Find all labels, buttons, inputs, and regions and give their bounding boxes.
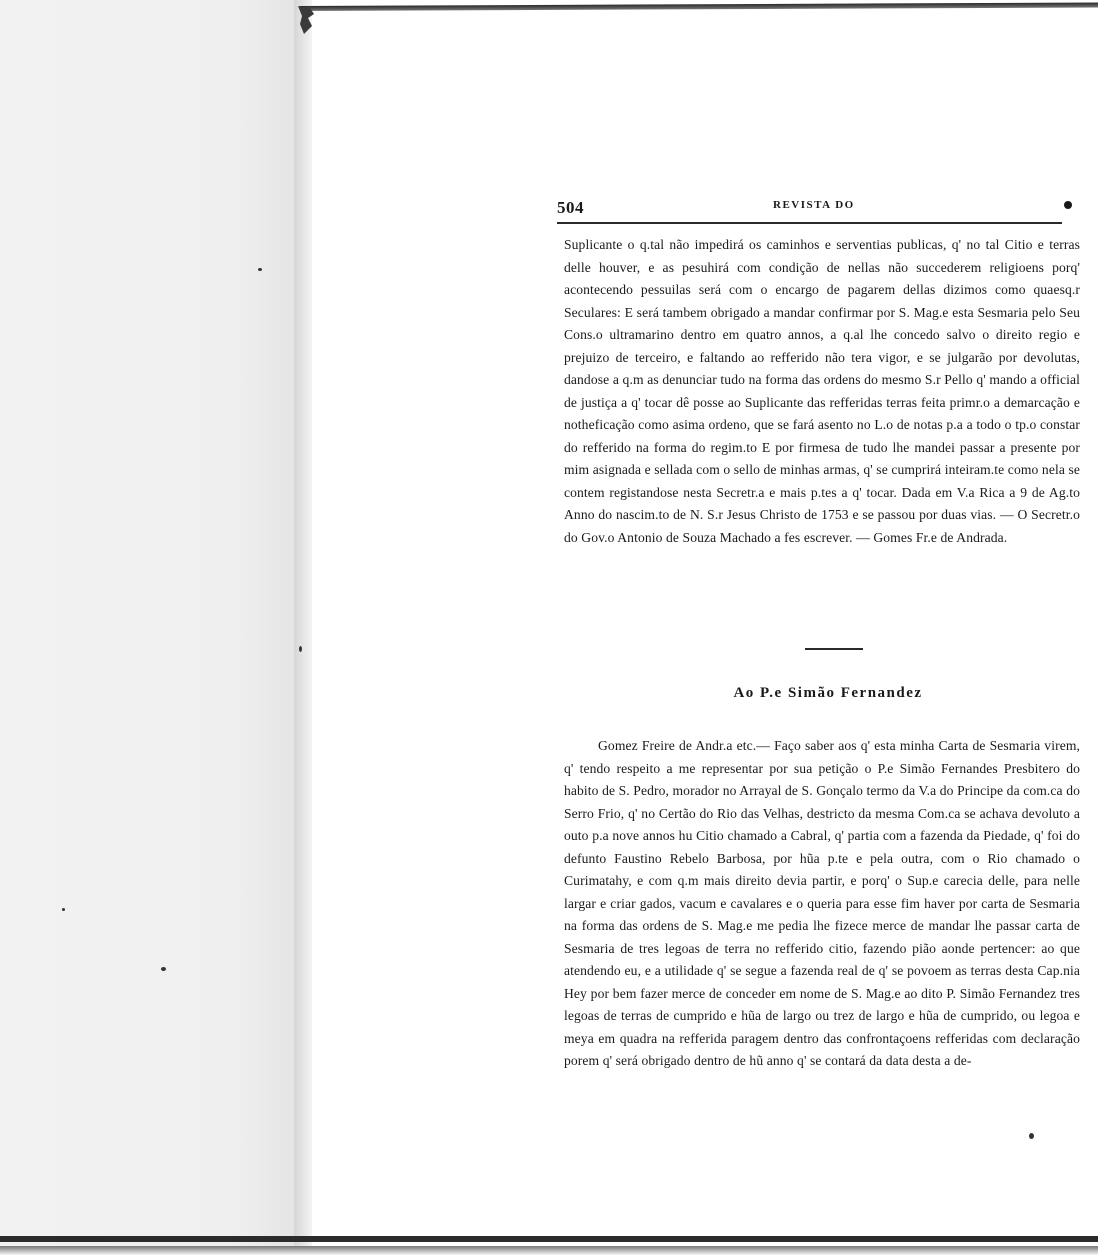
header-rule	[557, 222, 1062, 224]
scan-speck	[62, 908, 65, 911]
section-separator-rule	[805, 648, 863, 650]
scan-top-edge	[300, 3, 1098, 11]
scan-speck	[258, 268, 262, 271]
scan-speck	[161, 967, 166, 971]
scan-facing-page	[0, 0, 296, 1255]
torn-corner-mark	[296, 4, 318, 38]
scan-speck	[299, 646, 302, 652]
header-ornament-dot	[1064, 201, 1072, 209]
page-number: 504	[557, 198, 584, 217]
scan-bottom-shadow	[0, 1246, 1098, 1255]
book-gutter-shadow	[294, 0, 312, 1255]
running-head	[557, 198, 1075, 224]
scan-bottom-edge	[0, 1236, 1098, 1242]
running-title: REVISTA DO	[773, 199, 855, 211]
paragraph-continuation: Suplicante o q.tal não impedirá os caminhos e serventias publicas, q' no tal Citio e terras delle houver, e as pesuhirá com condição de nellas não succederem religioens porq' acontecendo pessuilas será com o encargo de pagarem dellas dizimos como quaesq.r Seculares: E será tambem obrigado a mandar confirmar por S. Mag.e esta Sesmaria pelo Seu Cons.o ultramarino dentro em quatro annos, a q.al lhe concedo salvo o direito regio e prejuizo de terceiro, e faltando ao refferido não tera vigor, e se julgarão por devolutas, dandose a q.m as denunciar tudo na forma das ordens do mesmo S.r Pello q' mando a official de justiça a q' tocar dê posse ao Suplicante das refferidas terras feita primr.o a demarcação e notheficação como asima ordeno, que se fará asento no L.o de notas p.a a todo o tp.o constar do refferido na forma do regim.to E por firmesa de tudo lhe mandei passar a presente por mim asignada e sellada com o sello de minhas armas, q' se cumprirá inteiram.te como nela se contem registandose nesta Secretr.a e mais p.tes a q' tocar. Dada em V.a Rica a 9 de Ag.to Anno do nascim.to de N. S.r Jesus Christo de 1753 e se passou por duas vias. — O Secretr.o do Gov.o Antonio de Souza Machado a fes escrever. — Gomes Fr.e de Andrada.	[564, 237, 1080, 545]
scan-speck	[1029, 1133, 1034, 1139]
section-heading: Ao P.e Simão Fernandez	[733, 685, 923, 701]
paragraph-sesmaria-letter: Gomez Freire de Andr.a etc.— Faço saber aos q' esta minha Carta de Sesmaria virem, q' tendo respeito a me representar por sua petição o P.e Simão Fernandes Presbitero do habito de S. Pedro, morador no Arrayal de S. Gonçalo termo da V.a do Principe da com.ca do Serro Frio, q' no Certão do Rio das Velhas, destricto da mesma Com.ca se achava devoluto a outo p.a nove annos hu Citio chamado a Cabral, q' partia com a fazenda da Piedade, q' foi do defunto Faustino Rebelo Barbosa, por hũa p.te e pela outra, com o Rio chamado o Curimatahy, e com q.m mais direito devia partir, e porq' o Sup.e carecia delle, para nelle largar e criar gados, vacum e cavalares e o queria para esse fim haver por carta de Sesmaria na forma das ordens de S. Mag.e me pedia lhe fizece merce de mandar lhe passar carta de Sesmaria de tres legoas de terra no refferido citio, fazendo pião aonde pertencer: ao que atendendo eu, e a utilidade q' se segue a fazenda real de q' se povoem as terras desta Cap.nia Hey por bem fazer merce de conceder em nome de S. Mag.e ao dito P. Simão Fernandez tres legoas de terras de cumprido e hũa de largo ou trez de largo e hũa de cumprido, ou legoa e meya em quadra na refferida paragem dentro das confrontaçoens refferidas com declaração porem q' será obrigado dentro de hũ anno q' se contará da data desta a de-	[564, 738, 1080, 1068]
